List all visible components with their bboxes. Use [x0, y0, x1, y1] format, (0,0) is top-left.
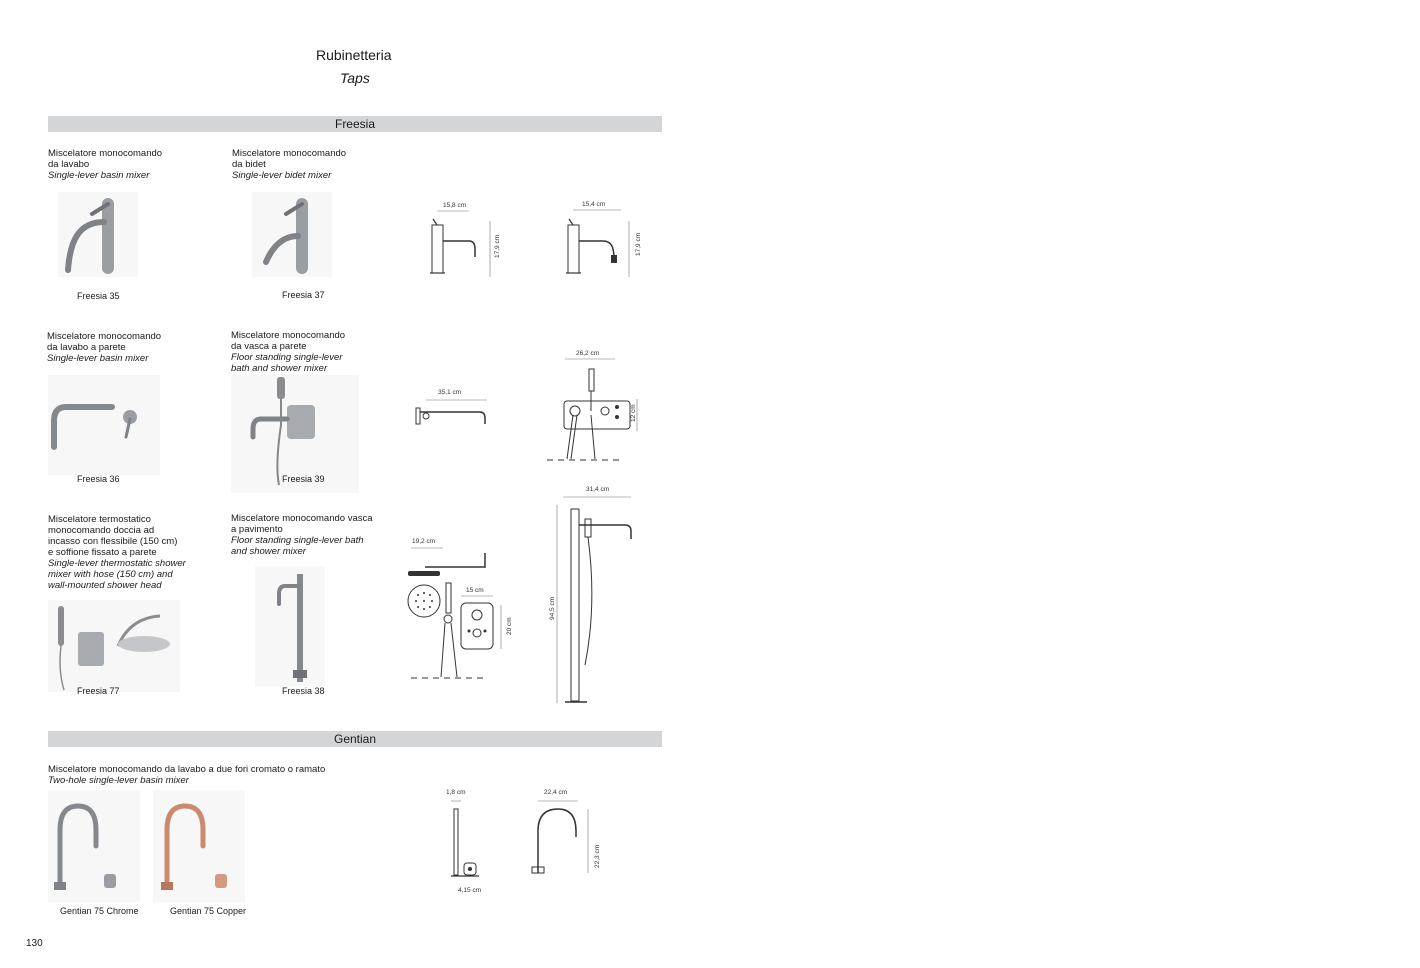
desc-en-line: Single-lever thermostatic shower — [48, 558, 186, 569]
dim-g75-base: 4,15 cm — [458, 887, 482, 894]
desc-it-line: e soffione fissato a parete — [48, 547, 157, 558]
product-desc-gentian-75 — [48, 764, 325, 786]
desc-en-line: and shower mixer — [231, 546, 306, 557]
desc-it-line: Miscelatore monocomando — [232, 148, 347, 159]
dim-f77-plate-width: 15 cm — [466, 587, 484, 594]
page-subtitle: Taps — [340, 70, 370, 86]
desc-it-line: da lavabo — [48, 159, 90, 170]
product-caption-freesia-36: Freesia 36 — [77, 474, 120, 484]
product-desc-freesia-38 — [231, 513, 373, 557]
desc-it-line: monocomando doccia ad — [48, 525, 155, 536]
product-desc-freesia-77 — [48, 514, 186, 591]
desc-it-line: da vasca a parete — [231, 341, 307, 352]
dim-g75-spout-width: 1,8 cm — [446, 789, 466, 796]
section-bar-freesia: Freesia — [48, 116, 662, 132]
desc-it-line: Miscelatore monocomando vasca — [231, 513, 373, 524]
product-caption-freesia-77: Freesia 77 — [77, 686, 120, 696]
section-bar-gentian: Gentian — [48, 731, 662, 747]
dim-f37-width: 15,4 cm — [582, 201, 606, 208]
desc-it-line: Miscelatore monocomando — [231, 330, 346, 341]
product-caption-freesia-38: Freesia 38 — [282, 686, 325, 696]
photo-freesia-77 — [48, 600, 180, 692]
desc-en-line: Floor standing single-lever — [231, 352, 343, 363]
page-number: 130 — [26, 938, 43, 949]
desc-it-line: Miscelatore monocomando — [48, 148, 163, 159]
dim-f35-width: 15,8 cm — [443, 202, 467, 209]
drawing-freesia-35 — [425, 205, 505, 277]
desc-en-line: bath and shower mixer — [231, 363, 328, 374]
product-desc-freesia-35 — [48, 148, 162, 181]
dim-f35-height: 17,9 cm — [494, 234, 501, 258]
dim-f38-height: 94,5 cm — [549, 596, 556, 620]
desc-en-line: Single-lever bidet mixer — [232, 170, 332, 181]
product-desc-freesia-36 — [47, 331, 161, 364]
dim-f38-width: 31,4 cm — [586, 486, 610, 493]
desc-it-line: Miscelatore monocomando da lavabo a due fori cromato o ramato — [48, 764, 326, 775]
product-caption-gentian-75-chrome: Gentian 75 Chrome — [60, 906, 139, 916]
product-caption-freesia-37: Freesia 37 — [282, 290, 325, 300]
desc-en-line: mixer with hose (150 cm) and — [48, 569, 173, 580]
desc-it-line: Miscelatore termostatico — [48, 514, 151, 525]
drawing-freesia-77 — [405, 545, 520, 685]
photo-freesia-35 — [58, 192, 138, 277]
desc-en-line: Single-lever basin mixer — [48, 170, 150, 181]
product-desc-freesia-39 — [231, 330, 345, 374]
desc-it-line: Miscelatore monocomando — [47, 331, 162, 342]
desc-it-line: da lavabo a parete — [47, 342, 126, 353]
drawing-gentian-75-front — [445, 797, 485, 885]
dim-f39-width: 26,2 cm — [576, 350, 600, 357]
dim-f77-arm: 19,2 cm — [412, 538, 436, 545]
drawing-freesia-37 — [563, 205, 643, 277]
product-caption-freesia-39: Freesia 39 — [282, 474, 325, 484]
desc-en-line: wall-mounted shower head — [48, 580, 162, 591]
product-desc-freesia-37 — [232, 148, 346, 181]
photo-freesia-38 — [255, 566, 325, 686]
desc-en-line: Floor standing single-lever bath — [231, 535, 364, 546]
product-caption-freesia-35: Freesia 35 — [77, 291, 120, 301]
dim-f37-height: 17,9 cm — [635, 232, 642, 256]
desc-it-line: a pavimento — [231, 524, 283, 535]
dim-f36-width: 35,1 cm — [438, 389, 462, 396]
desc-it-line: da bidet — [232, 159, 266, 170]
desc-it-line: incasso con flessibile (150 cm) — [48, 536, 178, 547]
photo-gentian-75-chrome — [48, 790, 140, 902]
desc-en-line: Two-hole single-lever basin mixer — [48, 775, 189, 786]
photo-gentian-75-copper — [153, 790, 245, 902]
drawing-freesia-36 — [410, 396, 495, 431]
product-caption-gentian-75-copper: Gentian 75 Copper — [170, 906, 247, 916]
dim-f39-height: 12 cm — [630, 404, 637, 422]
page-title: Rubinetteria — [316, 47, 392, 63]
dim-g75-height: 22,3 cm — [594, 844, 601, 868]
photo-freesia-36 — [48, 375, 160, 475]
drawing-freesia-38 — [545, 495, 640, 707]
dim-f77-plate-height: 20 cm — [506, 617, 513, 635]
dim-g75-width: 22,4 cm — [544, 789, 568, 796]
drawing-gentian-75-side — [528, 797, 608, 881]
photo-freesia-37 — [252, 192, 332, 277]
desc-en-line: Single-lever basin mixer — [47, 353, 149, 364]
